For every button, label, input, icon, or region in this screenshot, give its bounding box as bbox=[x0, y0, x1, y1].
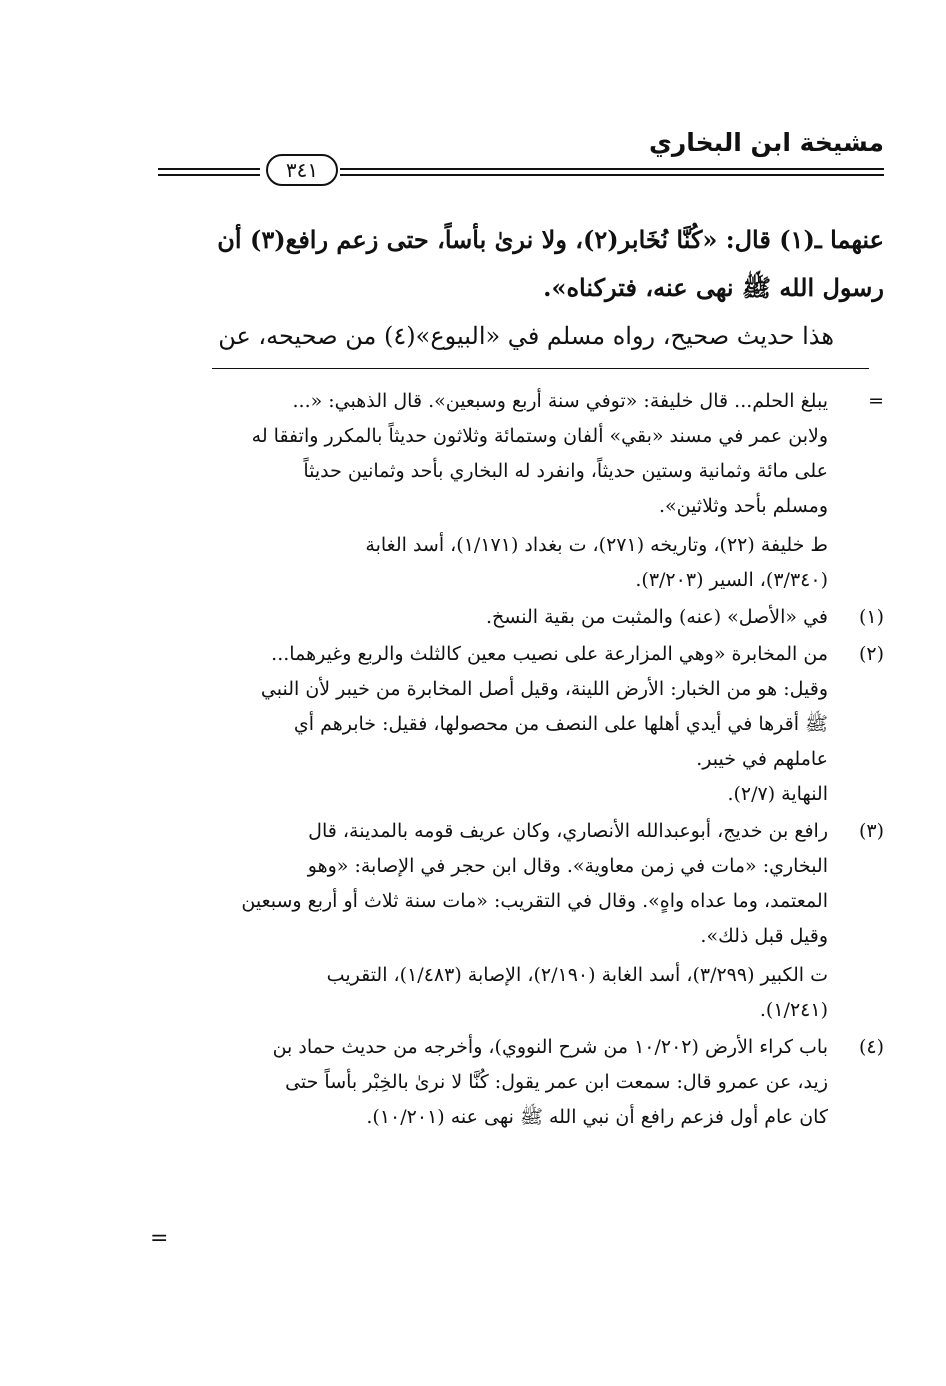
footnote-line: وقيل قبل ذلك». bbox=[700, 925, 828, 947]
header-rule-left bbox=[158, 168, 260, 176]
footnote-line: زيد، عن عمرو قال: سمعت ابن عمر يقول: كُنَّا لا نرىٰ بالخِبْر بأساً حتى bbox=[285, 1071, 828, 1093]
main-text bbox=[160, 216, 884, 360]
footnote-source: ت الكبير (٣/٢٩٩)، أسد الغابة (٢/١٩٠)، الإصابة (١/٤٨٣)، التقريب bbox=[326, 964, 828, 986]
footnote-source: (١/٢٤١). bbox=[759, 999, 828, 1021]
main-line-2: رسول الله ﷺ نهى عنه، فتركناه». bbox=[543, 273, 884, 302]
footnote-4 bbox=[160, 1030, 884, 1135]
footnote-line: المعتمد، وما عداه واهٍ». وقال في التقريب: «مات سنة ثلاث أو أربع وسبعين bbox=[241, 890, 828, 912]
footnote-line: كان عام أول فزعم رافع أن نبي الله ﷺ نهى عنه (١٠/٢٠١). bbox=[366, 1106, 828, 1128]
footnote-source: النهاية (٢/٧). bbox=[727, 783, 828, 805]
continuation-line: ولابن عمر في مسند «بقي» ألفان وستمائة وثلاثون حديثاً بالمكرر واتفقا له bbox=[251, 425, 828, 447]
header-rule-right bbox=[340, 168, 884, 176]
footnote-line: من المخابرة «وهي المزارعة على نصيب معين كالثلث والربع وغيرهما... bbox=[271, 643, 828, 665]
continuation-line: على مائة وثمانية وستين حديثاً، وانفرد له البخاري بأحد وثمانين حديثاً bbox=[303, 460, 828, 482]
footnote-line: ﷺ أقرها في أيدي أهلها على النصف من محصولها، فقيل: خابرهم أي bbox=[293, 713, 828, 735]
running-header-title: مشيخة ابن البخاري bbox=[648, 128, 884, 157]
continuation-mark: = bbox=[868, 390, 884, 412]
footnote-3 bbox=[160, 814, 884, 1028]
footnote-line: عاملهم في خيبر. bbox=[696, 748, 828, 770]
footnote-divider bbox=[212, 368, 869, 369]
footnote-line: وقيل: هو من الخبار: الأرض اللينة، وقيل أصل المخابرة من خيبر لأن النبي bbox=[260, 678, 828, 700]
footnote-line: باب كراء الأرض (١٠/٢٠٢ من شرح النووي)، وأخرجه من حديث حماد بن bbox=[272, 1036, 828, 1058]
footnote-line: رافع بن خديج، أبوعبدالله الأنصاري، وكان عريف قومه بالمدينة، قال bbox=[308, 820, 828, 842]
footnote-line: في «الأصل» (عنه) والمثبت من بقية النسخ. bbox=[486, 606, 828, 628]
footnotes bbox=[160, 384, 884, 1135]
footnote-number: (٤) bbox=[858, 1036, 884, 1058]
continuation-line: يبلغ الحلم... قال خليفة: «توفي سنة أربع وسبعين». قال الذهبي: «... bbox=[292, 390, 828, 412]
footnote-line: البخاري: «مات في زمن معاوية». وقال ابن حجر في الإصابة: «وهو bbox=[307, 855, 828, 877]
continuation-line: ومسلم بأحد وثلاثين». bbox=[658, 495, 828, 517]
continuation-source: (٣/٣٤٠)، السير (٣/٢٠٣). bbox=[635, 569, 828, 591]
continuation-source: ط خليفة (٢٢)، وتاريخه (٢٧١)، ت بغداد (١/١٧١)، أسد الغابة bbox=[365, 534, 828, 556]
main-line-1: عنهما ـ(١) قال: «كُنَّا نُخَابر(٢)، ولا نرىٰ بأساً، حتى زعم رافع(٣) أن bbox=[217, 225, 884, 254]
footnote-continuation bbox=[160, 384, 884, 598]
footnote-number: (٣) bbox=[858, 820, 884, 842]
footnote-1 bbox=[160, 600, 884, 635]
footnote-number: (١) bbox=[858, 606, 884, 628]
main-line-3: هذا حديث صحيح، رواه مسلم في «البيوع»(٤) من صحيحه، عن bbox=[218, 322, 834, 350]
page-number: ٣٤١ bbox=[266, 154, 338, 186]
footnote-number: (٢) bbox=[858, 643, 884, 665]
footnote-2 bbox=[160, 637, 884, 812]
continuation-mark-bottom: = bbox=[150, 1226, 169, 1251]
